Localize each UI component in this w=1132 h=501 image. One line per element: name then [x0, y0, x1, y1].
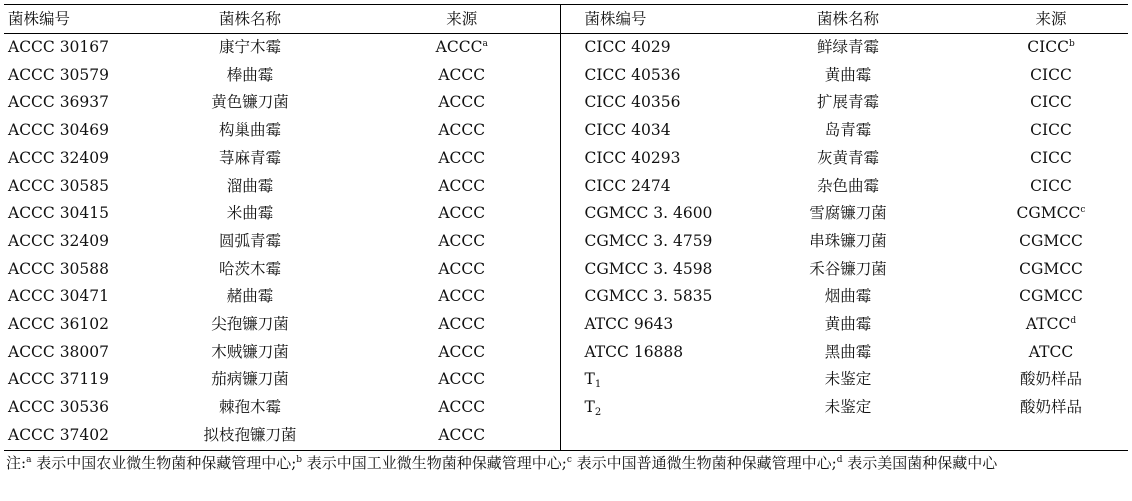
strain-id: ATCC 16888 [584, 342, 684, 361]
strain-id: CICC 2474 [584, 176, 671, 195]
source-cell [974, 145, 1128, 173]
source-cell [364, 311, 560, 339]
table-row [4, 228, 1128, 256]
source-text: ACCC [438, 425, 486, 444]
table-row [4, 200, 1128, 228]
strain-name: 黑曲霉 [824, 342, 872, 361]
strain-name-cell [722, 89, 974, 117]
source-text: CGMCC [1019, 287, 1083, 306]
strain-id-cell [4, 117, 136, 145]
strain-name-cell [136, 339, 364, 367]
footnote-prefix: 注: [6, 454, 27, 472]
table-row [4, 173, 1128, 201]
source-text: CICC [1030, 148, 1072, 167]
footnote-mark: b [296, 455, 303, 465]
footnote-items [26, 454, 997, 472]
strain-id-cell [4, 422, 136, 450]
strain-id: CICC 4034 [584, 121, 671, 140]
footnote-mark: c [1080, 205, 1086, 216]
strain-id: T [584, 398, 595, 417]
strain-id: CICC 40536 [584, 65, 681, 84]
source-text: ACCC [435, 38, 483, 56]
strain-name-cell [722, 394, 974, 422]
strain-id-cell [560, 173, 722, 201]
source-cell [364, 89, 560, 117]
strain-id: CICC 40293 [584, 148, 681, 167]
table-row [4, 89, 1128, 117]
strain-id: ACCC 38007 [8, 342, 110, 361]
strain-id-cell [4, 228, 136, 256]
strain-name: 黄曲霉 [824, 65, 872, 84]
strain-id-cell [560, 283, 722, 311]
table-row [4, 117, 1128, 145]
source-text: ACCC [438, 231, 486, 250]
strain-id-cell [4, 394, 136, 422]
strain-name: 岛青霉 [824, 121, 872, 140]
source-text: ACCC [438, 121, 486, 140]
strain-id-cell [560, 89, 722, 117]
table-row [4, 62, 1128, 90]
strain-id-cell [4, 256, 136, 284]
source-text: CGMCC [1016, 204, 1081, 223]
strain-id-cell [4, 311, 136, 339]
strain-name-cell [722, 228, 974, 256]
strain-name: 圆弧青霉 [218, 231, 281, 250]
strain-name: 木贼镰刀菌 [211, 342, 289, 361]
footnote-text: 表示美国菌种保藏中心 [842, 454, 998, 472]
strain-id-cell [4, 89, 136, 117]
footnote-mark: c [566, 455, 572, 465]
source-text: ACCC [438, 204, 486, 223]
strain-id-cell [560, 200, 722, 228]
strain-id: ACCC 36937 [8, 93, 110, 112]
table-row [4, 394, 1128, 422]
strain-name-cell [136, 173, 364, 201]
source-text: CICC [1027, 38, 1069, 56]
strain-table [4, 4, 1128, 451]
table-footnote [6, 452, 1128, 474]
source-text: ACCC [438, 148, 486, 167]
source-cell [974, 283, 1128, 311]
source-text: 酸奶样品 [1019, 398, 1082, 417]
strain-name: 扩展青霉 [816, 93, 879, 112]
strain-name: 雪腐镰刀菌 [809, 204, 887, 223]
source-text: CGMCC [1019, 259, 1083, 278]
strain-name-cell [136, 62, 364, 90]
source-cell [364, 117, 560, 145]
strain-id: ACCC 30415 [8, 204, 110, 223]
table-row [4, 366, 1128, 394]
table-row [4, 311, 1128, 339]
source-text: ACCC [438, 65, 486, 84]
strain-id-cell [560, 256, 722, 284]
source-cell [974, 228, 1128, 256]
header-strain-id-right: 菌株编号 [560, 5, 722, 34]
source-text: ACCC [438, 287, 486, 306]
strain-name: 未鉴定 [824, 398, 872, 417]
table-row [4, 339, 1128, 367]
strain-id-cell [4, 339, 136, 367]
strain-id: CICC 40356 [584, 93, 681, 112]
strain-id: ACCC 30588 [8, 259, 110, 278]
strain-name: 鲜绿青霉 [816, 38, 879, 56]
strain-id-cell [560, 145, 722, 173]
strain-name-cell [722, 173, 974, 201]
header-strain-name-right: 菌株名称 [722, 5, 974, 34]
strain-id: ACCC 30471 [8, 287, 110, 306]
source-cell [974, 394, 1128, 422]
strain-id: T [584, 370, 595, 389]
table-row [4, 34, 1128, 62]
strain-name: 哈茨木霉 [218, 259, 281, 278]
strain-table-wrapper [4, 4, 1128, 451]
strain-name-cell [136, 366, 364, 394]
strain-name-cell [136, 422, 364, 450]
strain-id: ACCC 30579 [8, 65, 110, 84]
strain-name-cell [136, 228, 364, 256]
strain-name: 串珠镰刀菌 [809, 231, 887, 250]
source-cell [364, 200, 560, 228]
strain-id-cell [4, 34, 136, 62]
strain-id: ACCC 32409 [8, 148, 110, 167]
strain-id: ACCC 32409 [8, 231, 110, 250]
source-cell [974, 311, 1128, 339]
source-cell [364, 34, 560, 62]
strain-name-cell [722, 62, 974, 90]
strain-name-cell [722, 34, 974, 62]
strain-name-cell [722, 256, 974, 284]
strain-id-cell [560, 311, 722, 339]
source-cell [974, 256, 1128, 284]
strain-name-cell [136, 117, 364, 145]
strain-name-cell [722, 283, 974, 311]
table-row [4, 422, 1128, 450]
footnote-mark: a [26, 455, 32, 465]
strain-name-cell [136, 200, 364, 228]
source-text: ATCC [1025, 315, 1071, 334]
source-cell [974, 366, 1128, 394]
source-cell [974, 339, 1128, 367]
strain-id: ACCC 37119 [8, 370, 110, 389]
strain-name: 茄病镰刀菌 [211, 370, 289, 389]
strain-id-cell [4, 200, 136, 228]
strain-name: 烟曲霉 [824, 287, 872, 306]
strain-id: ACCC 30585 [8, 176, 110, 195]
source-cell [974, 89, 1128, 117]
source-text: ACCC [438, 176, 486, 195]
strain-name-cell [136, 89, 364, 117]
strain-id-cell [560, 339, 722, 367]
strain-name: 荨麻青霉 [218, 148, 281, 167]
strain-name: 棒曲霉 [226, 65, 274, 84]
strain-name: 赭曲霉 [226, 287, 274, 306]
strain-id: CGMCC 3. 4759 [584, 231, 713, 250]
source-cell [974, 62, 1128, 90]
strain-name: 构巢曲霉 [218, 121, 281, 140]
strain-id-cell [560, 62, 722, 90]
strain-id-cell [4, 366, 136, 394]
footnote-text: 表示中国工业微生物菌种保藏管理中心; [302, 454, 567, 472]
strain-id-cell [4, 173, 136, 201]
strain-name-cell [722, 311, 974, 339]
source-cell [364, 422, 560, 450]
footnote-mark: a [482, 39, 488, 49]
source-text: CICC [1030, 176, 1072, 195]
strain-name: 杂色曲霉 [816, 176, 879, 195]
strain-name: 尖孢镰刀菌 [211, 315, 289, 334]
strain-id: ACCC 30469 [8, 121, 110, 140]
source-text: ACCC [438, 370, 486, 389]
header-source-right: 来源 [974, 5, 1128, 34]
strain-name-cell [136, 145, 364, 173]
strain-name: 禾谷镰刀菌 [809, 259, 887, 278]
source-text: ACCC [438, 342, 486, 361]
footnote-mark: d [1070, 316, 1077, 327]
strain-id: ACCC 30167 [8, 38, 110, 56]
header-strain-id-left: 菌株编号 [4, 5, 136, 34]
source-cell [364, 366, 560, 394]
source-text: ACCC [438, 259, 486, 278]
strain-name: 米曲霉 [226, 204, 274, 223]
source-cell [364, 394, 560, 422]
table-header-row [4, 5, 1128, 34]
strain-id-cell [560, 422, 722, 450]
strain-name: 未鉴定 [824, 370, 872, 389]
strain-name: 黄曲霉 [824, 315, 872, 334]
strain-name-cell [722, 117, 974, 145]
strain-id-subscript: 1 [594, 379, 602, 391]
strain-id-cell [560, 117, 722, 145]
source-cell [364, 62, 560, 90]
source-cell [364, 228, 560, 256]
source-cell [364, 145, 560, 173]
table-row [4, 283, 1128, 311]
strain-name-cell [722, 145, 974, 173]
footnote-mark: b [1068, 39, 1075, 49]
strain-name: 灰黄青霉 [816, 148, 879, 167]
table-row [4, 256, 1128, 284]
strain-name-cell [136, 283, 364, 311]
strain-id: CGMCC 3. 4598 [584, 259, 713, 278]
source-text: ACCC [438, 315, 486, 334]
source-text: ATCC [1028, 342, 1074, 361]
strain-id: CICC 4029 [584, 38, 671, 56]
footnote-text: 表示中国农业微生物菌种保藏管理中心; [31, 454, 297, 472]
strain-id-subscript: 2 [594, 407, 602, 419]
source-text: ACCC [438, 93, 486, 112]
strain-name-cell [722, 339, 974, 367]
source-text: CICC [1030, 93, 1072, 112]
strain-id: ACCC 37402 [8, 425, 110, 444]
source-text: CGMCC [1019, 231, 1083, 250]
strain-name: 黄色镰刀菌 [211, 93, 289, 112]
strain-id: ACCC 36102 [8, 315, 110, 334]
strain-id-cell [560, 366, 722, 394]
source-cell [364, 283, 560, 311]
strain-id: CGMCC 3. 5835 [584, 287, 713, 306]
source-cell [974, 173, 1128, 201]
strain-id: ATCC 9643 [584, 315, 674, 334]
strain-name: 棘孢木霉 [218, 398, 281, 417]
source-text: 酸奶样品 [1019, 370, 1082, 389]
strain-id-cell [4, 145, 136, 173]
strain-id-cell [560, 394, 722, 422]
footnote-text: 表示中国普通微生物菌种保藏管理中心; [571, 454, 837, 472]
source-cell [364, 339, 560, 367]
strain-name-cell [136, 256, 364, 284]
strain-name: 康宁木霉 [218, 38, 281, 56]
source-cell [974, 200, 1128, 228]
strain-name-cell [136, 34, 364, 62]
strain-name: 溜曲霉 [226, 176, 274, 195]
table-row [4, 145, 1128, 173]
strain-id-cell [4, 62, 136, 90]
source-cell [364, 173, 560, 201]
header-source-left: 来源 [364, 5, 560, 34]
strain-id: ACCC 30536 [8, 398, 110, 417]
strain-name-cell [136, 394, 364, 422]
header-strain-name-left: 菌株名称 [136, 5, 364, 34]
source-cell [974, 422, 1128, 450]
source-cell [974, 34, 1128, 62]
strain-name-cell [722, 200, 974, 228]
source-cell [364, 256, 560, 284]
table-body [4, 34, 1128, 451]
source-text: ACCC [438, 398, 486, 417]
source-text: CICC [1030, 65, 1072, 84]
strain-name-cell [136, 311, 364, 339]
strain-id: CGMCC 3. 4600 [584, 204, 713, 223]
source-cell [974, 117, 1128, 145]
strain-id-cell [560, 34, 722, 62]
source-text: CICC [1030, 121, 1072, 140]
strain-name-cell [722, 422, 974, 450]
strain-name-cell [722, 366, 974, 394]
footnote-mark: d [836, 455, 843, 465]
strain-name: 拟枝孢镰刀菌 [203, 425, 297, 444]
strain-id-cell [4, 283, 136, 311]
strain-id-cell [560, 228, 722, 256]
